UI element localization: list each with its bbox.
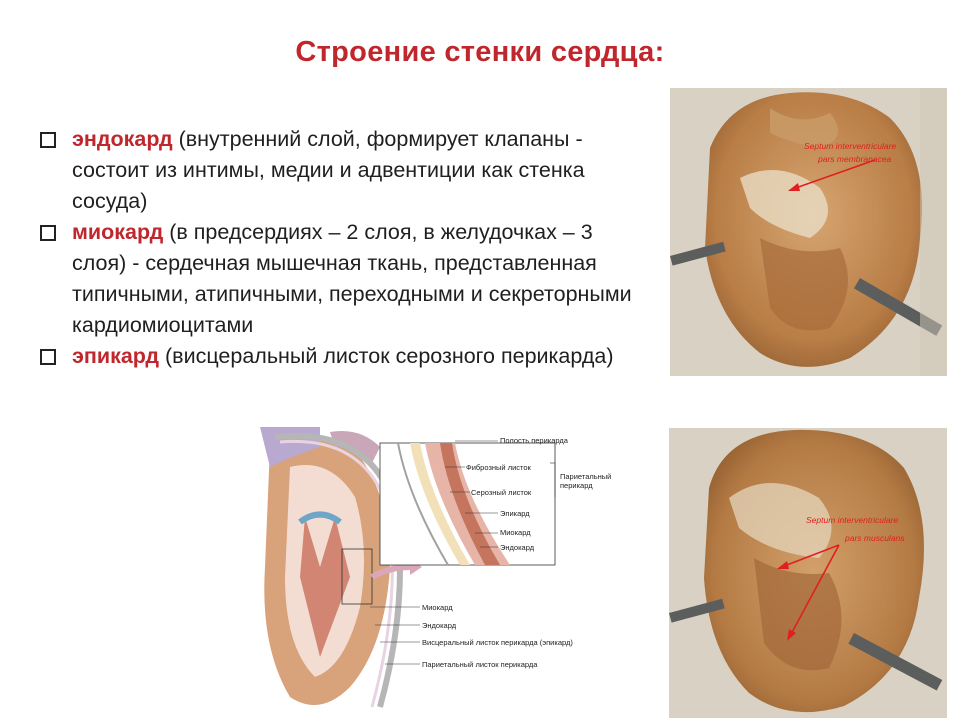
diagram-label-myocardium-upper: Миокард (500, 528, 531, 537)
heart-photo-membranous-septum (670, 88, 947, 376)
bullet-myocardium (40, 217, 652, 341)
photo-label-part: pars musculans (845, 533, 905, 543)
bullet-epicardium (40, 341, 652, 372)
photo-label-part: pars membranacea (818, 154, 892, 164)
bullet-text: (в предсердиях – 2 слоя, в желудочках – 3 слоя) - сердечная мышечная ткань, представленная типичными, атипичными, переходными и секреторными кардиомиоцитами (72, 220, 632, 337)
photo-label-septum: Septum interventriculare (806, 515, 899, 525)
photo-label-septum: Septum interventriculare (804, 141, 897, 151)
heart-wall-diagram (260, 427, 632, 717)
diagram-label-parietal-group-line: Париетальный (560, 472, 612, 481)
bullet-endocardium (40, 124, 652, 217)
bullet-term: эпикард (72, 344, 160, 368)
bullet-term: миокард (72, 220, 164, 244)
checkbox-bullet-icon (40, 349, 56, 365)
checkbox-bullet-icon (40, 225, 56, 241)
diagram-label-endocardium: Эндокард (422, 621, 457, 630)
diagram-label-visceral: Висцеральный листок перикарда (эпикард) (422, 638, 573, 647)
page-title: Строение стенки сердца: (295, 36, 665, 68)
diagram-label-endocardium-upper: Эндокард (500, 543, 535, 552)
bullet-text: (висцеральный листок серозного перикарда) (159, 344, 614, 368)
diagram-label-parietal: Париетальный листок перикарда (422, 660, 538, 669)
bullet-text: (внутренний слой, формирует клапаны - состоит из интимы, медии и адвентиции как стенка сосуда) (72, 127, 585, 213)
bullet-list (40, 124, 652, 372)
diagram-label-serous: Серозный листок (471, 488, 532, 497)
diagram-label-parietal-group-line: перикард (560, 481, 593, 490)
heart-photo-muscular-septum (669, 428, 947, 718)
diagram-label-epicardium: Эпикард (500, 509, 530, 518)
bullet-term: эндокард (72, 127, 173, 151)
diagram-label-cavity: Полость перикарда (500, 436, 568, 445)
diagram-label-fibrous: Фиброзный листок (466, 463, 531, 472)
checkbox-bullet-icon (40, 132, 56, 148)
diagram-label-myocardium: Миокард (422, 603, 453, 612)
